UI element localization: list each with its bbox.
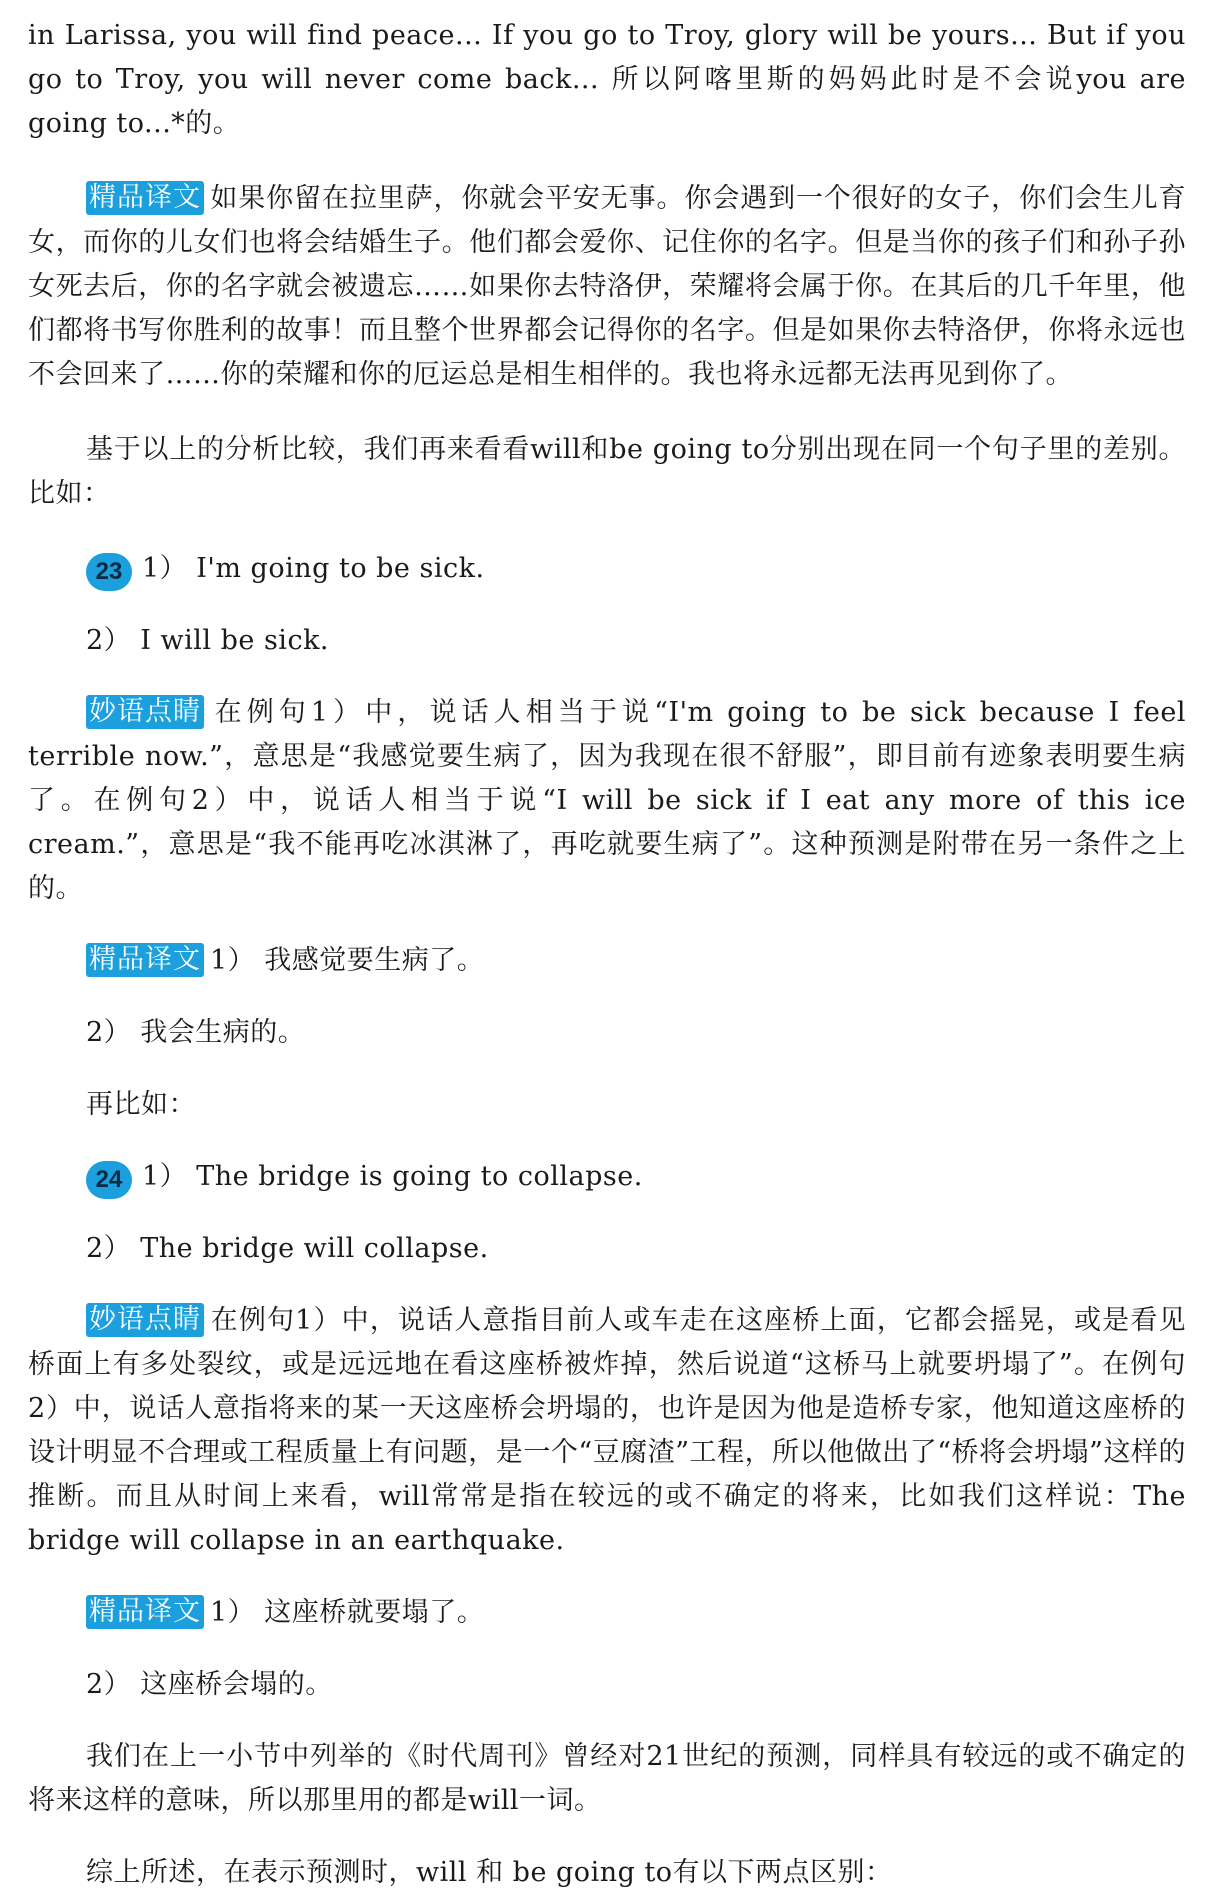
paragraph-translation-1 bbox=[28, 177, 1186, 397]
example-24-sentence-1 bbox=[28, 1155, 1186, 1199]
translation-2-line-2: 2） 我会生病的。 bbox=[86, 1017, 306, 1048]
paragraph-summary: 综上所述，在表示预测时，will 和 be going to有以下两点区别： bbox=[86, 1857, 893, 1888]
label-fine-translation: 精品译文 bbox=[86, 1595, 204, 1629]
label-fine-translation: 精品译文 bbox=[86, 943, 204, 977]
example-text: 1） I'm going to be sick. bbox=[142, 553, 485, 584]
page-content bbox=[28, 14, 1186, 1895]
example-23-sentence-1 bbox=[28, 547, 1186, 591]
paragraph-comparison-intro: 基于以上的分析比较，我们再来看看will和be going to分别出现在同一个句子里的差别。比如： bbox=[28, 434, 1186, 509]
paragraph-time-magazine: 我们在上一小节中列举的《时代周刊》曾经对21世纪的预测，同样具有较远的或不确定的将来这样的意味，所以那里用的都是will一词。 bbox=[28, 1741, 1186, 1816]
paragraph-insight-2 bbox=[28, 1299, 1186, 1563]
example-number-badge: 24 bbox=[86, 1161, 132, 1199]
example-23-sentence-2: 2） I will be sick. bbox=[86, 625, 330, 656]
paragraph-translation-2 bbox=[28, 939, 1186, 983]
label-key-insight: 妙语点睛 bbox=[86, 695, 204, 729]
paragraph-insight-1 bbox=[28, 691, 1186, 911]
paragraph-another-example: 再比如： bbox=[86, 1089, 196, 1120]
label-fine-translation: 精品译文 bbox=[86, 181, 204, 215]
translation-3-line-2: 2） 这座桥会塌的。 bbox=[86, 1669, 333, 1700]
example-24-sentence-2: 2） The bridge will collapse. bbox=[86, 1233, 489, 1264]
label-key-insight: 妙语点睛 bbox=[86, 1303, 204, 1337]
translation-text: 1） 这座桥就要塌了。 bbox=[210, 1597, 485, 1628]
paragraph-achilles-quote: in Larissa, you will find peace... If you go to Troy, glory will be yours... But if you go to Troy, you will never come back... 所以阿喀里斯的妈妈此时是不会说you are going to...*的。 bbox=[28, 20, 1186, 139]
insight-text: 在例句1）中，说话人相当于说“I'm going to be sick because I feel terrible now.”，意思是“我感觉要生病了，因为我现在很不舒服”，即目前有迹象表明要生病了。在例句2）中，说话人相当于说“I will be sick if I eat any more of this ice cream.”，意思是“我不能再吃冰淇淋了，再吃就要生病了”。这种预测是附带在另一条件之上的。 bbox=[28, 697, 1186, 904]
translation-text: 1） 我感觉要生病了。 bbox=[210, 945, 485, 976]
insight-text: 在例句1）中，说话人意指目前人或车走在这座桥上面，它都会摇晃，或是看见桥面上有多处裂纹，或是远远地在看这座桥被炸掉，然后说道“这桥马上就要坍塌了”。在例句2）中，说话人意指将来的某一天这座桥会坍塌的，也许是因为他是造桥专家，他知道这座桥的设计明显不合理或工程质量上有问题，是一个“豆腐渣”工程，所以他做出了“桥将会坍塌”这样的推断。而且从时间上来看，will常常是指在较远的或不确定的将来，比如我们这样说：The bridge will collapse in an earthquake. bbox=[28, 1305, 1186, 1556]
translation-text: 如果你留在拉里萨，你就会平安无事。你会遇到一个很好的女子，你们会生儿育女，而你的儿女们也将会结婚生子。他们都会爱你、记住你的名字。但是当你的孩子们和孙子孙女死去后，你的名字就会被遗忘……如果你去特洛伊，荣耀将会属于你。在其后的几千年里，他们都将书写你胜利的故事！而且整个世界都会记得你的名字。但是如果你去特洛伊，你将永远也不会回来了……你的荣耀和你的厄运总是相生相伴的。我也将永远都无法再见到你了。 bbox=[28, 183, 1186, 390]
example-text: 1） The bridge is going to collapse. bbox=[142, 1161, 643, 1192]
paragraph-translation-3 bbox=[28, 1591, 1186, 1635]
example-number-badge: 23 bbox=[86, 553, 132, 591]
